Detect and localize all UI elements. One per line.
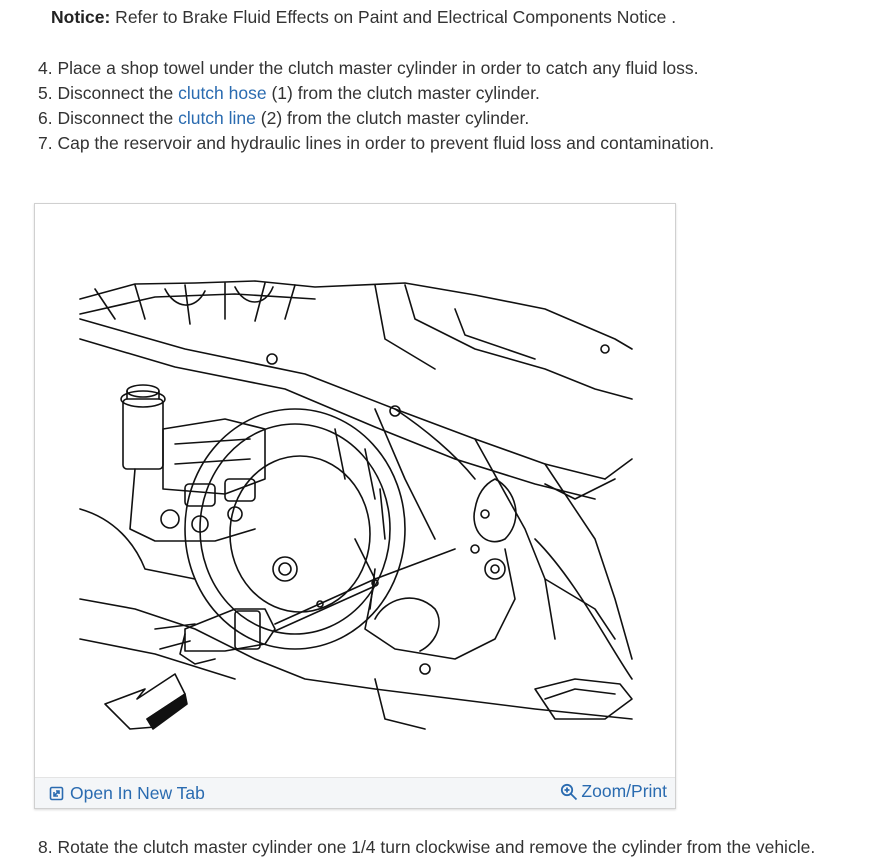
step-7 (38, 131, 714, 156)
notice-text: Refer to Brake Fluid Effects on Paint and Electrical Components Notice . (110, 7, 677, 27)
step-8: 8. Rotate the clutch master cylinder one 1/4 turn clockwise and remove the cylinder from the vehicle. (38, 837, 816, 857)
step-7-text: 7. Cap the reservoir and hydraulic lines in order to prevent fluid loss and contamination. (38, 133, 715, 153)
step-6 (38, 106, 714, 131)
step-5 (38, 81, 714, 106)
step-4-text: 4. Place a shop towel under the clutch master cylinder in order to catch any fluid loss. (38, 58, 699, 78)
notice-line (51, 6, 676, 28)
notice-label: Notice: (51, 7, 111, 27)
step-6-text: 6. Disconnect the (38, 108, 179, 128)
open-external-icon (49, 786, 64, 801)
zoom-print-label: Zoom/Print (581, 781, 667, 801)
zoom-in-icon (560, 783, 578, 801)
step-6-text-end: (2) from the clutch master cylinder. (255, 108, 530, 128)
clutch-master-cylinder-illustration (75, 279, 635, 749)
zoom-print-button[interactable] (560, 781, 667, 802)
figure-panel (34, 203, 676, 809)
step-4 (38, 56, 714, 81)
step-list (38, 56, 714, 156)
step-5-text: 5. Disconnect the (38, 83, 179, 103)
open-in-new-tab-button[interactable] (49, 783, 205, 804)
step-5-text-end: (1) from the clutch master cylinder. (266, 83, 540, 103)
figure-toolbar (35, 777, 675, 808)
clutch-line-link[interactable]: clutch line (178, 108, 256, 128)
open-in-new-tab-label: Open In New Tab (70, 783, 205, 803)
clutch-hose-link[interactable]: clutch hose (178, 83, 267, 103)
